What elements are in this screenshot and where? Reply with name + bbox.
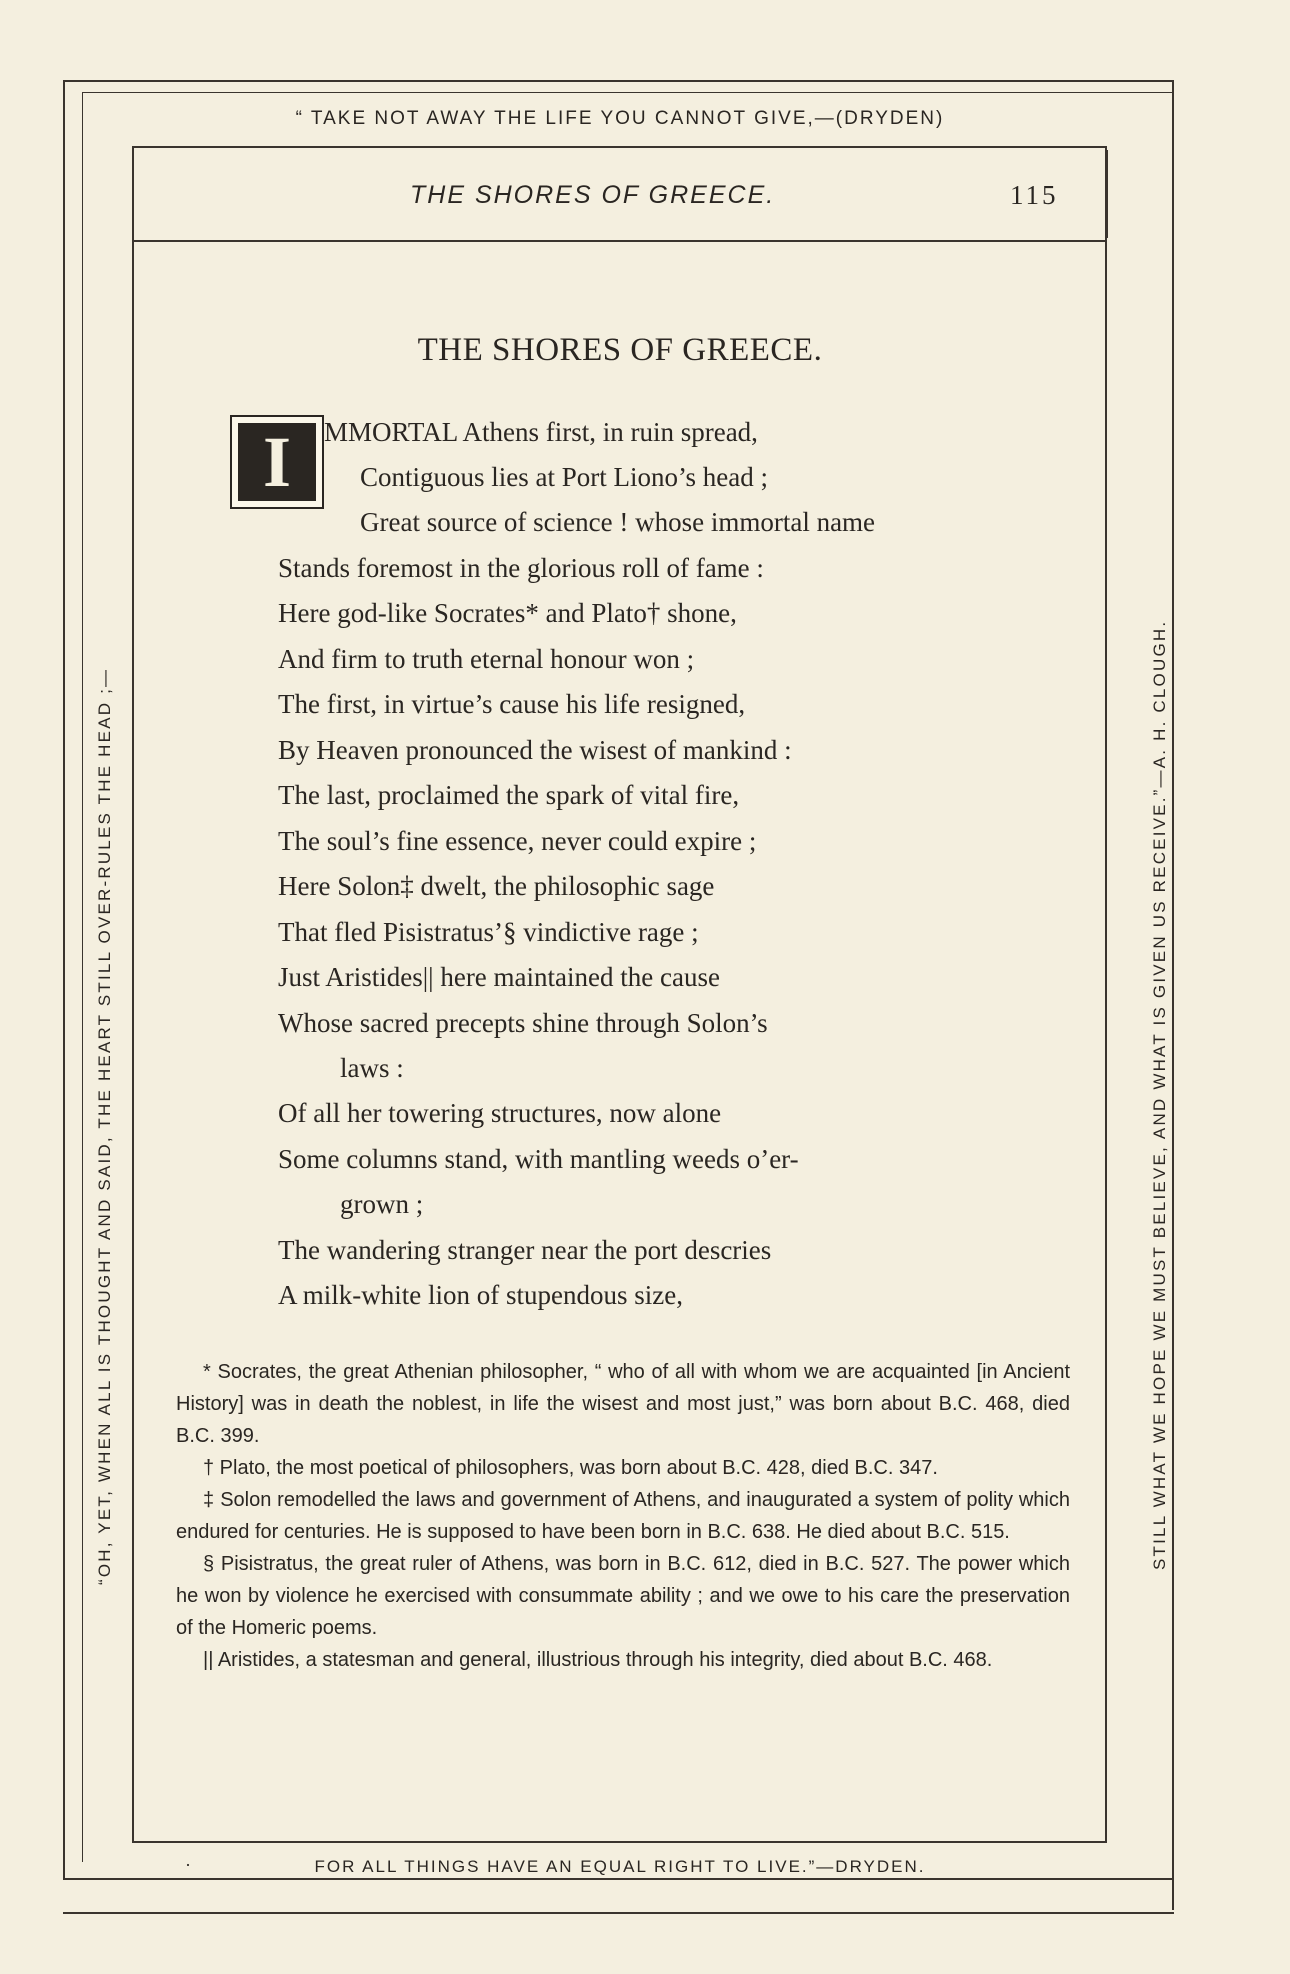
poem-line: grown ; xyxy=(340,1189,424,1219)
poem-line: A milk-white lion of stupendous size, xyxy=(278,1280,683,1310)
poem-line: And firm to truth eternal honour won ; xyxy=(278,644,695,674)
border-quote-bottom: FOR ALL THINGS HAVE AN EQUAL RIGHT TO LIVE.”—DRYDEN. xyxy=(314,1857,926,1876)
poem-line: Just Aristides|| here maintained the cause xyxy=(278,962,720,992)
poem-line: The wandering stranger near the port descries xyxy=(278,1235,772,1265)
poem-line: Stands foremost in the glorious roll of fame : xyxy=(278,553,764,583)
poem-line: laws : xyxy=(340,1053,404,1083)
border-quote-left: “OH, YET, WHEN ALL IS THOUGHT AND SAID, THE HEART STILL OVER-RULES THE HEAD ;— xyxy=(95,667,114,1585)
header-frame-edge xyxy=(1105,150,1108,238)
outer-border-bottom-lower xyxy=(63,1912,1174,1914)
border-quote-top: “ TAKE NOT AWAY THE LIFE YOU CANNOT GIVE,—(DRYDEN) xyxy=(295,108,945,129)
poem-line: The soul’s fine essence, never could expire ; xyxy=(278,826,757,856)
footnote: § Pisistratus, the great ruler of Athens, was born in B.C. 612, died in B.C. 527. The power which he won by violence he exercised with consummate ability ; and we owe to his care the preservation of the Homeric poems. xyxy=(176,1553,1070,1639)
running-head: THE SHORES OF GREECE. xyxy=(410,181,776,209)
drop-cap-letter: I xyxy=(238,423,316,501)
poem-line: That fled Pisistratus’§ vindictive rage ; xyxy=(278,917,699,947)
header-rule xyxy=(132,240,1107,242)
poem-line: Great source of science ! whose immortal name xyxy=(360,507,876,537)
poem-line: The last, proclaimed the spark of vital fire, xyxy=(278,780,740,810)
footnotes xyxy=(176,1356,1070,1676)
outer-border-top xyxy=(63,80,1173,82)
poem-line: Here Solon‡ dwelt, the philosophic sage xyxy=(278,871,715,901)
page-number: 115 xyxy=(1010,180,1059,210)
outer-border-top-inner xyxy=(82,92,1173,93)
footnote: ‡ Solon remodelled the laws and government of Athens, and inaugurated a system of polity which endured for centuries. He is supposed to have been born in B.C. 638. He died about B.C. 515. xyxy=(176,1489,1070,1543)
poem-line: Of all her towering structures, now alone xyxy=(278,1098,722,1128)
footnote: * Socrates, the great Athenian philosopher, “ who of all with whom we are acquainted [in Ancient History] was in death the noblest, in life the wisest and most just,” was born about B.C. 468, died B.C. 399. xyxy=(176,1361,1070,1447)
poem-line: The first, in virtue’s cause his life resigned, xyxy=(278,689,746,719)
poem-line: Contiguous lies at Port Liono’s head ; xyxy=(360,462,768,492)
footnote: || Aristides, a statesman and general, illustrious through his integrity, died about B.C. 468. xyxy=(203,1649,993,1671)
drop-cap-ornament xyxy=(230,415,324,509)
poem-line: Whose sacred precepts shine through Solon’s xyxy=(278,1008,768,1038)
poem-line: By Heaven pronounced the wisest of mankind : xyxy=(278,735,792,765)
poem-title: THE SHORES OF GREECE. xyxy=(417,332,823,368)
poem-line: Some columns stand, with mantling weeds o’er- xyxy=(278,1144,799,1174)
border-quote-bottom-marker: · xyxy=(185,1855,191,1875)
border-quote-right: STILL WHAT WE HOPE WE MUST BELIEVE, AND WHAT IS GIVEN US RECEIVE.”—A. H. CLOUGH. xyxy=(1150,619,1169,1570)
poem-line: MMORTAL Athens first, in ruin spread, xyxy=(324,417,758,447)
outer-border-bottom xyxy=(63,1878,1174,1880)
poem-line: Here god-like Socrates* and Plato† shone, xyxy=(278,598,737,628)
footnote: † Plato, the most poetical of philosophers, was born about B.C. 428, died B.C. 347. xyxy=(203,1457,938,1479)
